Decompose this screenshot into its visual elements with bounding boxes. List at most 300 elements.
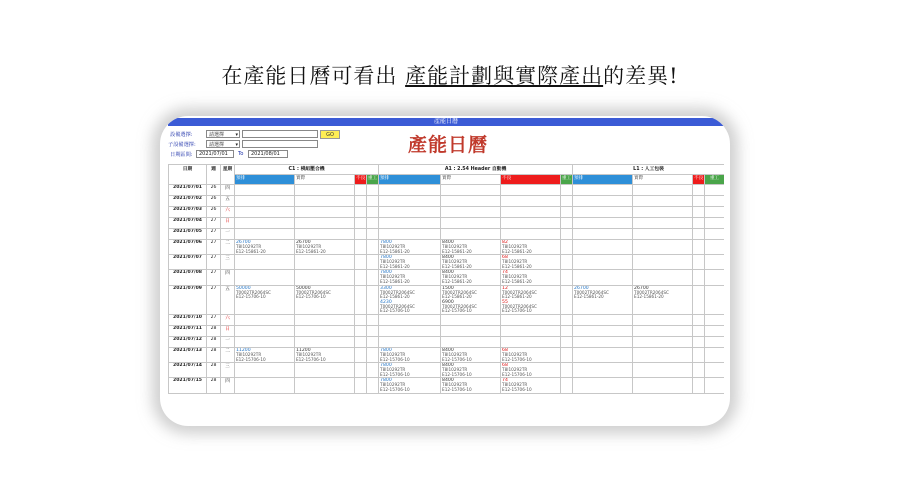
c1-plan-cell[interactable] [235,229,295,240]
c1-plan-cell[interactable] [235,240,295,255]
l1-actual-cell [633,285,693,314]
a1-actual-cell [441,378,501,393]
row-week: 27 [207,218,221,229]
table-row [169,347,725,362]
actual-quantity: 6900 [442,299,454,305]
order-number: E12-15861-20 [442,263,472,269]
part-number: T8I10292TR [380,274,406,280]
row-date: 2021/07/12 [169,336,207,347]
order-number: E12-15706-10 [442,371,472,377]
l1-actual-cell [633,270,693,285]
order-number: E12-15861-20 [502,248,532,254]
nok-quantity: 82 [502,240,508,245]
calendar-body [169,185,725,394]
table-row [169,270,725,285]
c1-actual-cell [295,314,355,325]
order-number: E12-15706-10 [502,356,532,362]
c1-nok-cell [355,336,367,347]
l1-nok-cell [693,314,705,325]
slide-title-underlined: 產能計劃與實際產出 [405,64,604,88]
row-weekday: 五 [221,285,235,314]
part-number: T8I10292TR [236,351,262,357]
order-number: E12-15861-20 [236,248,266,254]
plan-quantity: 4230 [380,299,392,305]
col-week: 週 [207,165,221,185]
l1-manual-cell [705,218,724,229]
c1-plan-cell[interactable] [235,185,295,196]
date-to-label: To [238,151,244,157]
a1-plan-cell[interactable] [379,363,441,378]
part-number: T8I10292TR [502,259,528,265]
l1-actual-header: 實際 [633,175,693,185]
row-date: 2021/07/13 [169,347,207,362]
table-row [169,207,725,218]
a1-manual-cell [561,207,573,218]
row-week: 26 [207,207,221,218]
row-week: 27 [207,270,221,285]
part-number: T0002TR2064SC [442,289,477,295]
c1-manual-cell [367,185,379,196]
a1-nok-cell [501,218,561,229]
equipment-select[interactable] [206,130,240,138]
a1-nok-cell [501,285,561,314]
c1-actual-cell [295,347,355,362]
l1-actual-cell [633,336,693,347]
l1-actual-cell [633,378,693,393]
part-number: T8I10292TR [502,351,528,357]
l1-actual-cell [633,185,693,196]
part-number: T0002TR2064SC [380,303,415,309]
l1-actual-cell [633,314,693,325]
a1-actual-cell [441,218,501,229]
nok-quantity: 68 [502,363,508,369]
l1-manual-cell [705,240,724,255]
l1-plan-cell[interactable] [573,325,633,336]
a1-actual-cell [441,363,501,378]
a1-manual-cell [561,255,573,270]
part-number: T8I10292TR [236,244,262,249]
l1-plan-cell[interactable] [573,207,633,218]
a1-actual-cell [441,347,501,362]
part-number: T8I10292TR [380,367,406,373]
order-number: E12-15861-20 [296,248,326,254]
row-date: 2021/07/03 [169,207,207,218]
part-number: T8I10292TR [502,244,528,249]
nok-quantity: 68 [502,255,508,261]
row-weekday: 六 [221,314,235,325]
a1-nok-cell [501,314,561,325]
c1-plan-header: 預排 [235,175,295,185]
order-number: E12-15706-10 [380,356,410,362]
order-number: E12-15861-20 [502,263,532,269]
l1-nok-cell [693,218,705,229]
order-number: E12-15861-20 [380,278,410,284]
c1-manual-cell [367,347,379,362]
a1-plan-cell[interactable] [379,347,441,362]
a1-manual-cell [561,229,573,240]
a1-plan-cell[interactable] [379,229,441,240]
col-weekday: 星期 [221,165,235,185]
order-number: E12-15861-20 [502,278,532,284]
c1-nok-cell [355,196,367,207]
plan-quantity: 26700 [574,285,589,291]
a1-plan-cell[interactable] [379,270,441,285]
plan-quantity: 7800 [380,347,392,353]
l1-actual-cell [633,229,693,240]
row-week: 26 [207,196,221,207]
l1-plan-cell[interactable] [573,185,633,196]
a1-nok-cell [501,255,561,270]
l1-plan-cell[interactable] [573,270,633,285]
table-row [169,255,725,270]
l1-actual-cell [633,363,693,378]
chevron-down-icon: ▾ [235,132,238,138]
c1-actual-cell [295,336,355,347]
go-button[interactable]: GO [320,130,340,139]
a1-plan-cell[interactable] [379,218,441,229]
plan-quantity: 7800 [380,255,392,261]
c1-plan-cell[interactable] [235,255,295,270]
equipment-label: 設備選擇: [170,132,193,138]
a1-plan-cell[interactable] [379,255,441,270]
c1-actual-cell [295,240,355,255]
c1-nok-cell [355,229,367,240]
l1-manual-cell [705,270,724,285]
l1-plan-cell[interactable] [573,378,633,393]
a1-plan-cell[interactable] [379,325,441,336]
c1-plan-cell[interactable] [235,207,295,218]
c1-manual-cell [367,207,379,218]
l1-nok-cell [693,363,705,378]
l1-manual-cell [705,207,724,218]
row-weekday: 四 [221,185,235,196]
c1-plan-cell[interactable] [235,347,295,362]
a1-nok-cell [501,229,561,240]
c1-manual-cell [367,270,379,285]
table-row [169,285,725,314]
order-number: E12-15706-10 [502,386,532,392]
capacity-calendar-table [168,164,724,394]
order-number: E12-15706-10 [380,386,410,392]
part-number: T8I10292TR [502,382,528,388]
row-date: 2021/07/08 [169,270,207,285]
part-number: T0002TR2064SC [380,289,415,295]
screenshot-frame [160,116,730,426]
order-number: E12-15706-10 [296,294,326,300]
l1-plan-cell[interactable] [573,363,633,378]
a1-nok-cell [501,363,561,378]
c1-actual-cell [295,325,355,336]
row-weekday: 三 [221,363,235,378]
order-number: E12-15861-20 [442,294,472,300]
l1-nok-cell [693,347,705,362]
group-header-a1: A1 : 2.54 Header 自動機 [379,165,573,175]
nok-quantity: 12 [502,285,508,291]
c1-manual-cell [367,336,379,347]
l1-actual-cell [633,325,693,336]
l1-nok-cell [693,229,705,240]
c1-plan-cell[interactable] [235,218,295,229]
a1-nok-cell [501,207,561,218]
l1-plan-cell[interactable] [573,196,633,207]
c1-nok-cell [355,218,367,229]
l1-plan-header: 預排 [573,175,633,185]
l1-manual-cell [705,336,724,347]
a1-manual-cell [561,325,573,336]
a1-plan-cell[interactable] [379,314,441,325]
a1-manual-cell [561,336,573,347]
actual-quantity: 8400 [442,378,454,384]
c1-manual-cell [367,378,379,393]
chevron-down-icon: ▾ [235,142,238,148]
l1-manual-cell [705,314,724,325]
c1-plan-cell[interactable] [235,336,295,347]
table-row [169,218,725,229]
table-row [169,363,725,378]
a1-actual-cell [441,325,501,336]
sub-equipment-text-input[interactable] [242,140,318,148]
row-week: 26 [207,185,221,196]
a1-actual-cell [441,229,501,240]
order-number: E12-15706-10 [502,371,532,377]
a1-plan-header: 預排 [379,175,441,185]
order-number: E12-15861-20 [380,294,410,300]
l1-manual-cell [705,196,724,207]
actual-quantity: 11200 [296,347,311,353]
c1-actual-header: 實際 [295,175,355,185]
actual-quantity: 26700 [634,285,649,291]
plan-quantity: 50000 [236,285,251,291]
l1-nok-cell [693,255,705,270]
l1-plan-cell[interactable] [573,240,633,255]
part-number: T8I10292TR [442,367,468,373]
a1-nok-header: 不良 [501,175,561,185]
c1-actual-cell [295,196,355,207]
order-number: E12-15706-10 [442,356,472,362]
part-number: T0002TR2064SC [634,289,669,295]
c1-nok-cell [355,363,367,378]
nok-quantity: 74 [502,270,508,276]
l1-plan-cell[interactable] [573,314,633,325]
l1-nok-cell [693,325,705,336]
actual-quantity: 1500 [442,285,454,291]
c1-actual-cell [295,229,355,240]
plan-quantity: 7800 [380,363,392,369]
equipment-text-input[interactable] [242,130,318,138]
order-number: E12-15706-10 [442,308,472,314]
c1-plan-cell[interactable] [235,325,295,336]
c1-manual-cell [367,196,379,207]
slide-title-suffix: 的差異! [603,64,679,88]
c1-manual-cell [367,255,379,270]
c1-manual-cell [367,325,379,336]
c1-manual-cell [367,363,379,378]
a1-actual-header: 實際 [441,175,501,185]
row-date: 2021/07/09 [169,285,207,314]
plan-quantity: 3300 [380,285,392,291]
c1-nok-cell [355,378,367,393]
plan-quantity: 7800 [380,270,392,276]
part-number: T0002TR2064SC [296,289,331,295]
a1-actual-cell [441,336,501,347]
a1-plan-cell[interactable] [379,336,441,347]
part-number: T0002TR2064SC [502,289,537,295]
c1-actual-cell [295,270,355,285]
c1-plan-cell[interactable] [235,285,295,314]
row-date: 2021/07/06 [169,240,207,255]
actual-quantity: 8400 [442,270,454,276]
order-number: E12-15861-20 [380,248,410,254]
nok-quantity: 74 [502,378,508,384]
nok-quantity: 55 [502,299,508,305]
l1-plan-cell[interactable] [573,285,633,314]
a1-plan-cell[interactable] [379,196,441,207]
part-number: T8I10292TR [380,259,406,265]
l1-manual-cell [705,285,724,314]
date-to-input[interactable]: 2021/08/01 [248,150,288,158]
a1-manual-cell [561,196,573,207]
table-row [169,325,725,336]
c1-nok-cell [355,314,367,325]
row-date: 2021/07/07 [169,255,207,270]
a1-nok-cell [501,196,561,207]
a1-plan-cell[interactable] [379,185,441,196]
row-weekday: 日 [221,218,235,229]
l1-plan-cell[interactable] [573,229,633,240]
row-weekday: 三 [221,255,235,270]
a1-actual-cell [441,314,501,325]
c1-manual-cell [367,285,379,314]
part-number: T0002TR2064SC [442,303,477,309]
a1-actual-cell [441,207,501,218]
c1-actual-cell [295,378,355,393]
equipment-select-value: 請選擇 [209,132,225,138]
l1-plan-cell[interactable] [573,336,633,347]
c1-plan-cell[interactable] [235,196,295,207]
group-header-l1: L1 : 人工包裝 [573,165,724,175]
part-number: T0002TR2064SC [574,289,609,295]
l1-plan-cell[interactable] [573,255,633,270]
row-weekday: 六 [221,207,235,218]
c1-nok-header: 不良 [355,175,367,185]
part-number: T0002TR2064SC [502,303,537,309]
l1-manual-cell [705,325,724,336]
a1-plan-cell[interactable] [379,207,441,218]
c1-nok-cell [355,347,367,362]
top-bar-title: 產能日曆 [433,118,458,125]
order-number: E12-15706-10 [502,308,532,314]
row-week: 27 [207,255,221,270]
l1-manual-cell [705,255,724,270]
a1-manual-cell [561,270,573,285]
c1-nok-cell [355,270,367,285]
l1-manual-cell [705,363,724,378]
part-number: T8I10292TR [442,244,468,249]
row-week: 28 [207,336,221,347]
l1-manual-cell [705,185,724,196]
l1-plan-cell[interactable] [573,347,633,362]
slide-title [0,60,900,90]
c1-plan-cell[interactable] [235,363,295,378]
part-number: T0002TR2064SC [236,289,271,295]
a1-manual-cell [561,218,573,229]
l1-nok-cell [693,336,705,347]
capacity-calendar-page [168,118,724,424]
l1-manual-cell [705,347,724,362]
row-date: 2021/07/02 [169,196,207,207]
a1-actual-cell [441,270,501,285]
l1-actual-cell [633,347,693,362]
row-weekday: 四 [221,270,235,285]
actual-quantity: 50000 [296,285,311,291]
row-week: 27 [207,240,221,255]
sub-equipment-label: 子設備選擇: [168,142,196,148]
a1-manual-cell [561,285,573,314]
c1-actual-cell [295,255,355,270]
part-number: T8I10292TR [380,351,406,357]
order-number: E12-15861-20 [442,278,472,284]
part-number: T8I10292TR [502,274,528,280]
plan-quantity: 26700 [236,240,251,245]
page-title: 產能日曆 [408,134,489,156]
order-number: E12-15861-20 [380,263,410,269]
a1-plan-cell[interactable] [379,285,441,314]
l1-manual-cell [705,229,724,240]
date-range-label: 日期區間: [170,152,193,158]
a1-nok-cell [501,378,561,393]
a1-actual-cell [441,255,501,270]
order-number: E12-15706-10 [380,371,410,377]
l1-nok-header: 不良 [693,175,705,185]
order-number: E12-15706-10 [296,356,326,362]
l1-plan-cell[interactable] [573,218,633,229]
l1-actual-cell [633,196,693,207]
a1-nok-cell [501,185,561,196]
order-number: E12-15861-20 [574,294,604,300]
a1-plan-cell[interactable] [379,378,441,393]
c1-actual-cell [295,218,355,229]
table-row [169,196,725,207]
c1-plan-cell[interactable] [235,378,295,393]
row-date: 2021/07/15 [169,378,207,393]
c1-nok-cell [355,285,367,314]
a1-nok-cell [501,240,561,255]
a1-manual-cell [561,378,573,393]
c1-plan-cell[interactable] [235,314,295,325]
group-header-c1: C1 : 模組壓合機 [235,165,379,175]
c1-nok-cell [355,255,367,270]
col-date: 日期 [169,165,207,185]
sub-equipment-select[interactable] [206,140,240,148]
row-date: 2021/07/04 [169,218,207,229]
a1-nok-cell [501,270,561,285]
c1-manual-cell [367,218,379,229]
part-number: T8I10292TR [380,382,406,388]
a1-plan-cell[interactable] [379,240,441,255]
row-date: 2021/07/11 [169,325,207,336]
row-date: 2021/07/10 [169,314,207,325]
date-from-input[interactable]: 2021/07/01 [196,150,234,158]
l1-nok-cell [693,196,705,207]
a1-manual-cell [561,363,573,378]
group-header-row [169,165,725,175]
c1-actual-cell [295,185,355,196]
c1-plan-cell[interactable] [235,270,295,285]
row-week: 27 [207,314,221,325]
order-number: E12-15706-10 [380,308,410,314]
row-week: 28 [207,325,221,336]
a1-manual-cell [561,185,573,196]
